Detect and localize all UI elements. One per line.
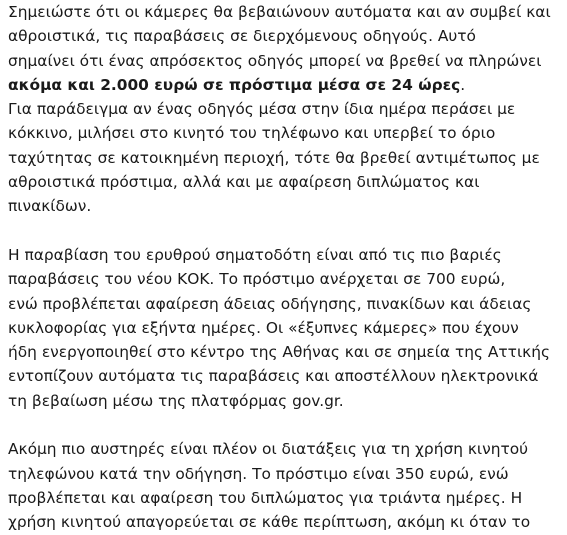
line-text: Η παραβίαση του ερυθρού σηματοδότη είναι από τις πιο βαριές — [8, 245, 502, 264]
paragraph-line — [8, 340, 560, 364]
paragraph-line — [8, 170, 560, 194]
line-text: προβλέπεται και αφαίρεση του διπλώματος για τριάντα ημέρες. Η — [8, 488, 523, 507]
line-text: κυκλοφορίας για εξήντα ημέρες. Οι «έξυπνες κάμερες» που έχουν — [8, 318, 519, 337]
paragraph-line — [8, 24, 560, 48]
line-text: ήδη ενεργοποιηθεί στο κέντρο της Αθήνας και σε σημεία της Αττικής — [8, 343, 551, 362]
line-text: αθροιστικά πρόστιμα, αλλά και με αφαίρεση διπλώματος και — [8, 173, 480, 192]
line-text: Σημειώστε ότι οι κάμερες θα βεβαιώνουν αυτόματα και αν συμβεί και — [8, 3, 551, 21]
line-text: αθροιστικά, τις παραβάσεις σε διερχόμενους οδηγούς. Αυτό — [8, 27, 476, 46]
line-text: . — [460, 75, 466, 94]
line-text: Για παράδειγμα αν ένας οδηγός μέσα στην ίδια ημέρα περάσει με — [8, 100, 516, 119]
line-text: τηλεφώνου κατά την οδήγηση. Το πρόστιμο είναι 350 ευρώ, ενώ — [8, 464, 509, 483]
paragraph-line — [8, 486, 560, 510]
article-body — [8, 0, 560, 535]
paragraph-line — [8, 267, 560, 291]
line-text: τη βεβαίωση μέσω της πλατφόρμας gov.gr. — [8, 391, 344, 410]
line-text: πινακίδων. — [8, 197, 92, 216]
line-text: σημαίνει ότι ένας απρόσεκτος οδηγός μπορεί να βρεθεί να πληρώνει — [8, 51, 542, 70]
line-text: ενώ προβλέπεται αφαίρεση άδειας οδήγησης, πινακίδων και άδειας — [8, 294, 532, 313]
paragraph-line — [8, 146, 560, 170]
line-text: Ακόμη πιο αυστηρές είναι πλέον οι διατάξεις για τη χρήση κινητού — [8, 440, 529, 459]
paragraph-line — [8, 462, 560, 486]
paragraph-line — [8, 292, 560, 316]
article-paragraph — [8, 0, 560, 219]
paragraph-line — [8, 364, 560, 388]
line-text: κόκκινο, μιλήσει στο κινητό του τηλέφωνο και υπερβεί το όριο — [8, 124, 496, 143]
article-paragraph — [8, 243, 560, 413]
line-text: παραβάσεις του νέου ΚΟΚ. Το πρόστιμο ανέρχεται σε 700 ευρώ, — [8, 270, 506, 289]
paragraph-line — [8, 243, 560, 267]
paragraph-line — [8, 73, 560, 97]
paragraph-line — [8, 316, 560, 340]
paragraph-line — [8, 121, 560, 145]
paragraph-line — [8, 510, 560, 534]
article-paragraph — [8, 437, 560, 534]
paragraph-line — [8, 0, 560, 24]
paragraph-line — [8, 437, 560, 461]
bold-emphasis: ακόμα και 2.000 ευρώ σε πρόστιμα μέσα σε 24 ώρες — [8, 75, 461, 94]
paragraph-line — [8, 97, 560, 121]
paragraph-line — [8, 389, 560, 413]
paragraph-line — [8, 49, 560, 73]
line-text: εντοπίζουν αυτόματα τις παραβάσεις και αποστέλλουν ηλεκτρονικά — [8, 367, 539, 386]
paragraph-line — [8, 194, 560, 218]
line-text: χρήση κινητού απαγορεύεται σε κάθε περίπτωση, ακόμη κι όταν το — [8, 513, 531, 532]
line-text: ταχύτητας σε κατοικημένη περιοχή, τότε θα βρεθεί αντιμέτωπος με — [8, 148, 540, 167]
